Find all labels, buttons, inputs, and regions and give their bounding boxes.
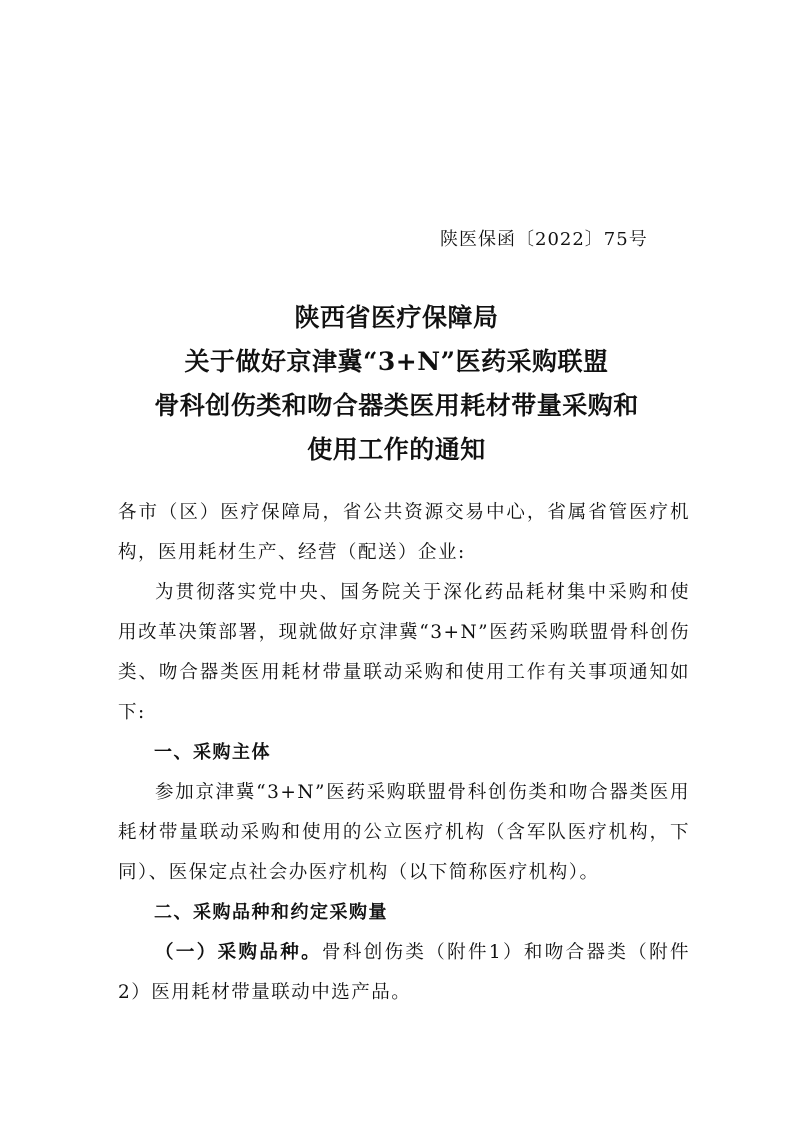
document-body: [118, 493, 690, 1013]
document-title: [0, 296, 793, 472]
item-lead: （一）采购品种。: [155, 942, 322, 963]
title-line: 使用工作的通知: [307, 435, 486, 464]
item-paragraph: [118, 933, 690, 1013]
title-line: 骨科创伤类和吻合器类医用耗材带量采购和: [154, 391, 639, 420]
title-line: 陕西省医疗保障局: [294, 303, 499, 332]
title-line: 关于做好京津冀“3+N”医药采购联盟: [184, 347, 609, 376]
intro-paragraph: 为贯彻落实党中央、国务院关于深化药品耗材集中采购和使用改革决策部署，现就做好京津冀“3+N”医药采购联盟骨科创伤类、吻合器类医用耗材带量联动采购和使用工作有关事项通知如下:: [118, 582, 690, 723]
section-heading: 一、采购主体: [154, 742, 271, 763]
addressee-paragraph: 各市（区）医疗保障局，省公共资源交易中心，省属省管医疗机构，医用耗材生产、经营（配送）企业:: [118, 502, 690, 563]
section-paragraph: 参加京津冀“3+N”医药采购联盟骨科创伤类和吻合器类医用耗材带量联动采购和使用的公立医疗机构（含军队医疗机构，下同）、医保定点社会办医疗机构（以下简称医疗机构）。: [118, 782, 690, 883]
document-number: 陕医保函〔2022〕75号: [440, 229, 648, 250]
item-text: 骨科创伤类（附件1）和吻合器类（附件2）医用耗材带量联动中选产品。: [118, 942, 690, 1003]
section-heading: 二、采购品种和约定采购量: [154, 902, 388, 923]
